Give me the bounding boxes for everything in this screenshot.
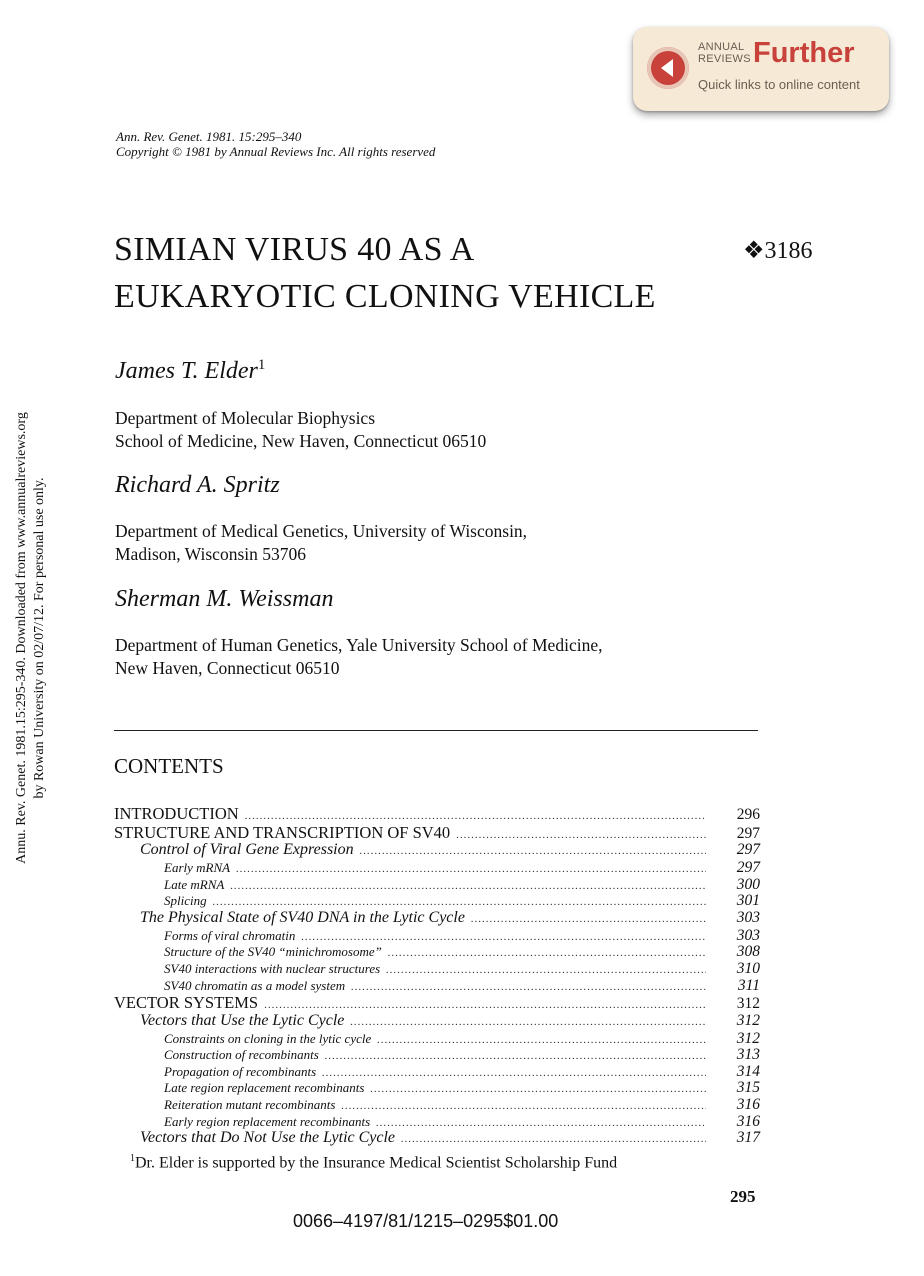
toc-entry: Late mRNA ..... 300 (114, 876, 760, 893)
author-footnote-marker: 1 (257, 357, 266, 373)
toc-entry: Reiteration mutant recombinants ..... 316 (114, 1096, 760, 1113)
leader-dots (264, 999, 706, 1011)
further-banner[interactable] (633, 27, 889, 111)
leader-dots (325, 1050, 706, 1062)
toc-entry: Splicing ..... 301 (114, 892, 760, 909)
toc-entry: Vectors that Do Not Use the Lytic Cycle ..... 317 (114, 1129, 760, 1147)
article-title (114, 226, 656, 320)
leader-dots (213, 896, 706, 908)
leader-dots (370, 1083, 706, 1095)
download-notice-line2: by Rowan University on 02/07/12. For personal use only. (32, 477, 47, 799)
further-subtitle: Quick links to online content (698, 77, 860, 92)
toc-entry: VECTOR SYSTEMS ..... 312 (114, 993, 760, 1012)
toc-entry: The Physical State of SV40 DNA in the Lytic Cycle ..... 303 (114, 909, 760, 927)
toc-entry: Late region replacement recombinants ..... 315 (114, 1079, 760, 1096)
leader-dots (350, 1016, 706, 1028)
leader-dots (341, 1100, 706, 1112)
toc-entry: Vectors that Use the Lytic Cycle ..... 312 (114, 1012, 760, 1030)
author-affiliation: Department of Human Genetics, Yale University School of Medicine, New Haven, Connecticut 06510 (115, 635, 603, 678)
footnote (130, 1153, 617, 1172)
table-of-contents (114, 804, 760, 1147)
citation-copyright: Copyright © 1981 by Annual Reviews Inc. All rights reserved (116, 144, 436, 159)
toc-entry: Propagation of recombinants ..... 314 (114, 1063, 760, 1080)
further-label: Further (753, 37, 855, 69)
author-name: Sherman M. Weissman (115, 586, 334, 612)
leader-dots (230, 880, 706, 892)
citation (116, 129, 435, 159)
footnote-marker: 1 (130, 1153, 135, 1164)
title-line-1: SIMIAN VIRUS 40 AS A (114, 231, 475, 268)
toc-entry: Forms of viral chromatin ..... 303 (114, 927, 760, 944)
annual-reviews-wordmark: ANNUAL REVIEWS (698, 41, 751, 65)
page-number: 295 (730, 1187, 756, 1206)
leader-dots (388, 947, 706, 959)
leader-dots (351, 981, 706, 993)
toc-entry: Early region replacement recombinants ..... 316 (114, 1113, 760, 1130)
citation-journal: Ann. Rev. Genet. 1981. 15:295–340 (116, 129, 302, 144)
author-name: James T. Elder$^1$ (115, 357, 266, 384)
leader-dots (471, 913, 706, 925)
author-affiliation: Department of Medical Genetics, University of Wisconsin, Madison, Wisconsin 53706 (115, 521, 528, 564)
leader-dots (376, 1117, 706, 1129)
leader-dots (322, 1067, 706, 1079)
divider (114, 730, 758, 731)
author-name: Richard A. Spritz (115, 472, 280, 498)
author-affiliation: Department of Molecular Biophysics School of Medicine, New Haven, Connecticut 06510 (115, 408, 487, 451)
toc-entry: SV40 chromatin as a model system ..... 311 (114, 977, 760, 994)
article-code: ❖3186 (743, 238, 813, 264)
leader-dots (386, 964, 706, 976)
leader-dots (236, 863, 706, 875)
footnote-text: Dr. Elder is supported by the Insurance Medical Scientist Scholarship Fund (135, 1154, 618, 1172)
contents-heading: CONTENTS (114, 754, 224, 778)
title-line-2: EUKARYOTIC CLONING VEHICLE (114, 278, 656, 315)
toc-entry: Structure of the SV40 “minichromosome” ..... 308 (114, 943, 760, 960)
leader-dots (245, 810, 706, 822)
play-back-icon (647, 47, 689, 89)
toc-entry: Early mRNA ..... 297 (114, 859, 760, 876)
toc-entry: Control of Viral Gene Expression ..... 297 (114, 841, 760, 859)
price-code: 0066–4197/81/1215–0295$01.00 (293, 1211, 559, 1231)
download-notice-line1: Annu. Rev. Genet. 1981.15:295-340. Downloaded from www.annualreviews.org (14, 412, 29, 864)
leader-dots (401, 1133, 706, 1145)
toc-entry: INTRODUCTION ..... 296 (114, 804, 760, 823)
toc-entry: SV40 interactions with nuclear structures ..... 310 (114, 960, 760, 977)
leader-dots (377, 1034, 706, 1046)
toc-entry: STRUCTURE AND TRANSCRIPTION OF SV40 ..... 297 (114, 823, 760, 842)
toc-entry: Constraints on cloning in the lytic cycle ..... 312 (114, 1030, 760, 1047)
toc-entry: Construction of recombinants ..... 313 (114, 1046, 760, 1063)
leader-dots (301, 931, 706, 943)
download-notice (0, 0, 60, 1276)
leader-dots (360, 845, 706, 857)
leader-dots (456, 829, 706, 841)
